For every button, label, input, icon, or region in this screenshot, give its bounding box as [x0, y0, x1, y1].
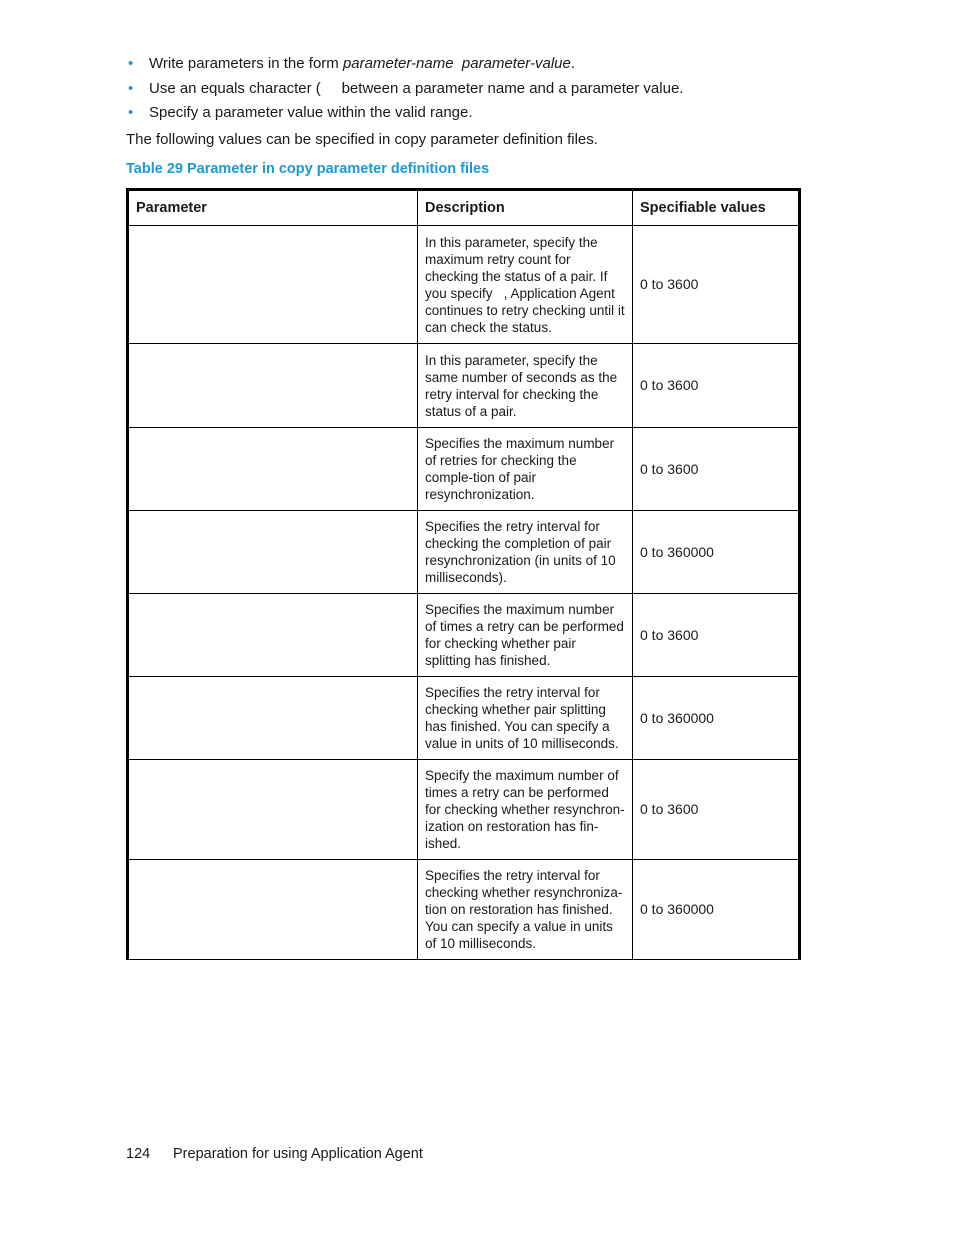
cell-description: Specifies the retry interval for checking whether resynchroniza-tion on restoration has finished. You can specify a value in units of 10 milliseconds. — [418, 860, 633, 960]
parameter-table — [126, 188, 801, 960]
bullet-italic-text: parameter-name — [342, 55, 454, 72]
table-row — [128, 511, 800, 594]
table-row — [128, 677, 800, 760]
cell-parameter — [128, 428, 418, 511]
cell-parameter — [128, 760, 418, 860]
bullet-text: Use an equals character ( between a parameter name and a parameter value. — [149, 79, 684, 97]
cell-values: 0 to 360000 — [633, 677, 800, 760]
intro-paragraph: The following values can be specified in copy parameter definition files. — [126, 131, 598, 148]
bullet-item — [126, 101, 826, 126]
bullet-text: . — [570, 55, 576, 72]
cell-description: Specifies the maximum number of retries for checking the comple-tion of pair resynchronization. — [418, 428, 633, 511]
cell-parameter — [128, 226, 418, 344]
bullet-text: Specify a parameter value within the valid range. — [149, 104, 473, 121]
table-row — [128, 760, 800, 860]
table-caption: Table 29 Parameter in copy parameter definition files — [126, 161, 490, 177]
cell-description: In this parameter, specify the same number of seconds as the retry interval for checking the status of a pair. — [418, 344, 633, 428]
cell-values: 0 to 3600 — [633, 226, 800, 344]
header-description: Description — [418, 190, 633, 226]
bullet-icon: • — [128, 104, 134, 121]
cell-parameter — [128, 860, 418, 960]
bullet-spacer — [454, 55, 462, 72]
table-row — [128, 428, 800, 511]
bullet-italic-text: parameter-value — [461, 55, 571, 72]
table-row — [128, 226, 800, 344]
bullet-list — [126, 52, 826, 126]
cell-values: 0 to 3600 — [633, 594, 800, 677]
cell-values: 0 to 360000 — [633, 511, 800, 594]
bullet-item — [126, 77, 826, 102]
page-number: 124 — [126, 1146, 151, 1162]
table-header-row — [128, 190, 800, 226]
header-specifiable-values: Specifiable values — [633, 190, 800, 226]
cell-values: 0 to 3600 — [633, 344, 800, 428]
bullet-text: Write parameters in the form — [149, 55, 343, 72]
cell-parameter — [128, 344, 418, 428]
bullet-icon: • — [128, 79, 134, 97]
table-row — [128, 860, 800, 960]
page-footer — [126, 1144, 423, 1164]
cell-description: Specify the maximum number of times a retry can be performed for checking whether resynchron-ization on restoration has fin-ished. — [418, 760, 633, 860]
header-parameter: Parameter — [128, 190, 418, 226]
bullet-item — [126, 52, 826, 77]
cell-description: Specifies the retry interval for checking whether pair splitting has finished. You can specify a value in units of 10 milliseconds. — [418, 677, 633, 760]
footer-title: Preparation for using Application Agent — [173, 1146, 423, 1162]
cell-parameter — [128, 677, 418, 760]
cell-parameter — [128, 511, 418, 594]
cell-values: 0 to 3600 — [633, 760, 800, 860]
cell-description: In this parameter, specify the maximum retry count for checking the status of a pair. If you specify , Application Agent continues to retry checking until it can check the status. — [418, 226, 633, 344]
cell-values: 0 to 360000 — [633, 860, 800, 960]
cell-description: Specifies the retry interval for checking the completion of pair resynchronization (in units of 10 milliseconds). — [418, 511, 633, 594]
cell-parameter — [128, 594, 418, 677]
table-row — [128, 344, 800, 428]
cell-description: Specifies the maximum number of times a retry can be performed for checking whether pair splitting has finished. — [418, 594, 633, 677]
cell-values: 0 to 3600 — [633, 428, 800, 511]
bullet-icon: • — [128, 55, 134, 72]
table-row — [128, 594, 800, 677]
